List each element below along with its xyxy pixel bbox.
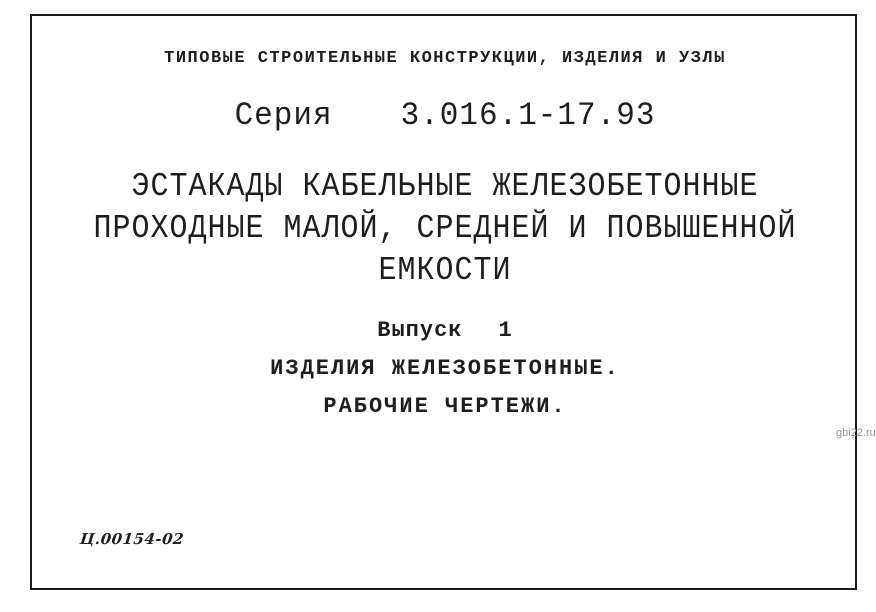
document-title-line: ЕМКОСТИ (378, 251, 512, 291)
subtitle-line: РАБОЧИЕ ЧЕРТЕЖИ. (323, 394, 567, 419)
subtitle-line: ИЗДЕЛИЯ ЖЕЛЕЗОБЕТОННЫЕ. (270, 356, 620, 381)
series-label: Серия (234, 98, 333, 135)
series-row (31, 98, 859, 135)
issue-number: 1 (498, 318, 513, 343)
issue-row (31, 318, 859, 343)
document-header: ТИПОВЫЕ СТРОИТЕЛЬНЫЕ КОНСТРУКЦИИ, ИЗДЕЛИЯ И УЗЛЫ (164, 49, 726, 68)
document-title-line: ПРОХОДНЫЕ МАЛОЙ, СРЕДНЕЙ И ПОВЫШЕННОЙ (93, 209, 797, 249)
document-inventory-code: Ц.00154-02 (79, 530, 185, 548)
site-watermark: gbi22.ru (836, 427, 876, 439)
document-title-line: ЭСТАКАДЫ КАБЕЛЬНЫЕ ЖЕЛЕЗОБЕТОННЫЕ (131, 167, 759, 207)
series-number: 3.016.1-17.93 (400, 98, 656, 135)
document-title (31, 166, 859, 292)
issue-label: Выпуск (377, 318, 463, 343)
